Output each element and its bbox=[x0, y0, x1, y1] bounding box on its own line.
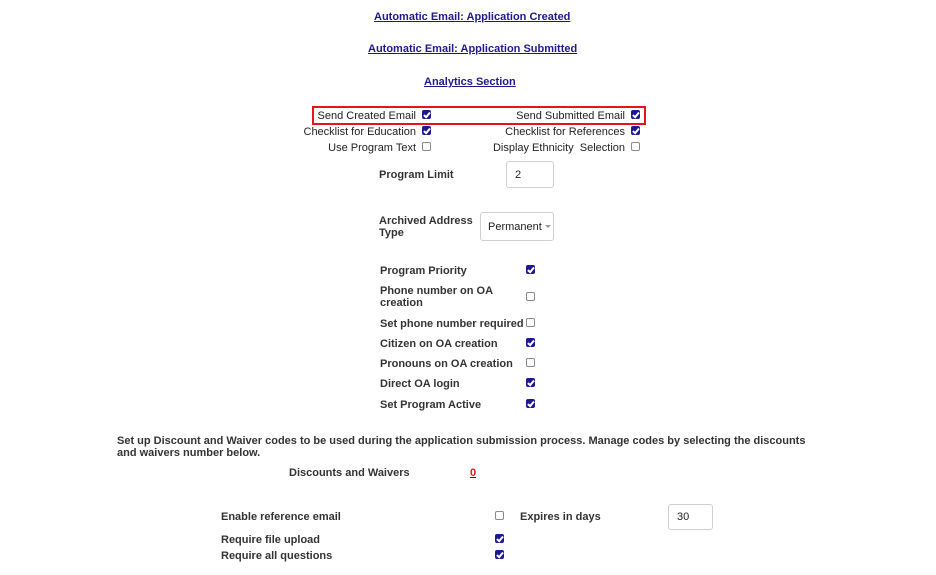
program-priority-label: Program Priority bbox=[380, 265, 467, 277]
require-file-upload-label: Require file upload bbox=[221, 534, 321, 546]
archived-address-type-value: Permanent bbox=[488, 220, 542, 233]
pronouns-oa-label: Pronouns on OA creation bbox=[380, 358, 513, 370]
checklist-education-checkbox[interactable] bbox=[422, 126, 431, 135]
display-ethnicity-label: Display Ethnicity Selection bbox=[492, 142, 625, 154]
citizen-oa-label: Citizen on OA creation bbox=[380, 338, 498, 350]
chevron-down-icon bbox=[545, 225, 551, 228]
expires-in-days-label: Expires in days bbox=[520, 511, 601, 523]
archived-address-type-label: Archived Address Type bbox=[379, 215, 473, 239]
discounts-waivers-label: Discounts and Waivers bbox=[289, 467, 410, 479]
program-priority-checkbox[interactable] bbox=[526, 265, 535, 274]
phone-number-oa-label: Phone number on OA creation bbox=[380, 285, 493, 309]
checklist-references-checkbox[interactable] bbox=[631, 126, 640, 135]
require-file-upload-checkbox[interactable] bbox=[495, 534, 504, 543]
checklist-education-label: Checklist for Education bbox=[303, 126, 416, 138]
set-phone-required-label: Set phone number required bbox=[380, 318, 524, 330]
use-program-text-label: Use Program Text bbox=[328, 142, 416, 154]
set-program-active-label: Set Program Active bbox=[380, 399, 482, 411]
direct-oa-login-checkbox[interactable] bbox=[526, 378, 535, 387]
analytics-section-link[interactable]: Analytics Section bbox=[424, 76, 516, 88]
display-ethnicity-checkbox[interactable] bbox=[631, 142, 640, 151]
discounts-waivers-count-link[interactable]: 0 bbox=[470, 467, 477, 479]
send-created-email-checkbox[interactable] bbox=[422, 110, 431, 119]
phone-number-oa-checkbox[interactable] bbox=[526, 292, 535, 301]
require-all-questions-checkbox[interactable] bbox=[495, 550, 504, 559]
archived-address-type-select[interactable] bbox=[480, 212, 554, 241]
use-program-text-checkbox[interactable] bbox=[422, 142, 431, 151]
program-limit-input[interactable] bbox=[506, 161, 554, 188]
enable-reference-email-label: Enable reference email bbox=[221, 511, 341, 523]
expires-in-days-input[interactable] bbox=[668, 504, 713, 530]
set-program-active-checkbox[interactable] bbox=[526, 399, 535, 408]
send-submitted-email-label: Send Submitted Email bbox=[516, 110, 625, 122]
direct-oa-login-label: Direct OA login bbox=[380, 378, 460, 390]
discounts-description: Set up Discount and Waiver codes to be used during the application submission process. Manage codes by selecting the discounts and waivers number below. bbox=[117, 435, 806, 459]
automatic-email-submitted-link[interactable]: Automatic Email: Application Submitted bbox=[368, 43, 578, 55]
checklist-references-label: Checklist for References bbox=[505, 126, 625, 138]
enable-reference-email-checkbox[interactable] bbox=[495, 511, 504, 520]
send-submitted-email-checkbox[interactable] bbox=[631, 110, 640, 119]
set-phone-required-checkbox[interactable] bbox=[526, 318, 535, 327]
program-limit-label: Program Limit bbox=[379, 169, 454, 181]
citizen-oa-checkbox[interactable] bbox=[526, 338, 535, 347]
automatic-email-created-link[interactable]: Automatic Email: Application Created bbox=[374, 11, 571, 23]
send-created-email-label: Send Created Email bbox=[317, 110, 416, 122]
pronouns-oa-checkbox[interactable] bbox=[526, 358, 535, 367]
require-all-questions-label: Require all questions bbox=[221, 550, 333, 562]
